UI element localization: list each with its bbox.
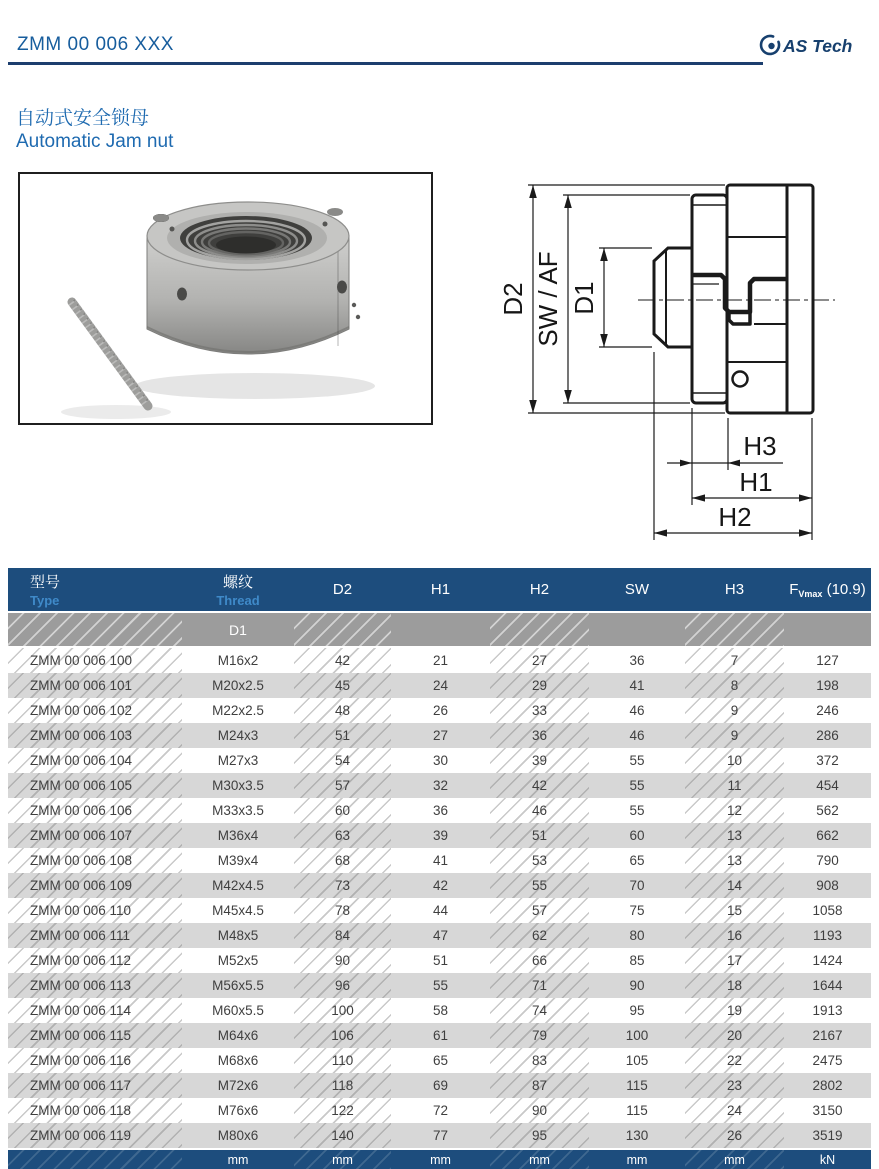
col-header-thread-zh: 螺纹 (222, 574, 253, 591)
cell-thread: M48x5 (182, 923, 294, 948)
cell-h2: 51 (490, 823, 589, 848)
subheader-h1 (391, 613, 490, 648)
cell-h1: 51 (391, 948, 490, 973)
cell-sw: 100 (589, 1023, 685, 1048)
cell-f: 1193 (784, 923, 871, 948)
subtitle-english: Automatic Jam nut (16, 131, 174, 152)
cell-sw: 46 (589, 698, 685, 723)
subheader-d2 (294, 613, 391, 648)
dim-label-h1: H1 (739, 467, 773, 497)
cell-d2: 118 (294, 1073, 391, 1098)
table-row (8, 1048, 871, 1073)
cell-thread: M20x2.5 (182, 673, 294, 698)
cell-h2: 42 (490, 773, 589, 798)
cell-sw: 55 (589, 773, 685, 798)
cell-thread: M24x3 (182, 723, 294, 748)
cell-thread: M42x4.5 (182, 873, 294, 898)
cell-d2: 51 (294, 723, 391, 748)
cell-thread: M39x4 (182, 848, 294, 873)
cell-h2: 83 (490, 1048, 589, 1073)
cell-f: 908 (784, 873, 871, 898)
table-row (8, 898, 871, 923)
cell-thread: M30x3.5 (182, 773, 294, 798)
cell-h1: 47 (391, 923, 490, 948)
cell-h2: 57 (490, 898, 589, 923)
cell-type: ZMM 00 006 100 (8, 648, 182, 673)
cell-h1: 24 (391, 673, 490, 698)
cell-f: 790 (784, 848, 871, 873)
cell-h1: 72 (391, 1098, 490, 1123)
cell-sw: 105 (589, 1048, 685, 1073)
table-subheader-row (8, 613, 871, 648)
cell-h2: 29 (490, 673, 589, 698)
cell-h1: 69 (391, 1073, 490, 1098)
cell-f: 2475 (784, 1048, 871, 1073)
cell-h1: 55 (391, 973, 490, 998)
cell-d2: 78 (294, 898, 391, 923)
dim-label-h2: H2 (718, 502, 752, 532)
table-row (8, 973, 871, 998)
cell-type: ZMM 00 006 103 (8, 723, 182, 748)
cell-thread: M52x5 (182, 948, 294, 973)
cell-d2: 42 (294, 648, 391, 673)
cell-f: 372 (784, 748, 871, 773)
cell-h2: 36 (490, 723, 589, 748)
cell-f: 454 (784, 773, 871, 798)
cell-h2: 79 (490, 1023, 589, 1048)
cell-f: 3519 (784, 1123, 871, 1148)
cell-h1: 21 (391, 648, 490, 673)
table-row (8, 648, 871, 673)
cell-sw: 75 (589, 898, 685, 923)
table-row (8, 698, 871, 723)
unit-h2: mm (490, 1148, 589, 1169)
cell-type: ZMM 00 006 113 (8, 973, 182, 998)
cell-h3: 9 (685, 698, 784, 723)
col-header-d2: D2 (294, 568, 391, 613)
cell-f: 562 (784, 798, 871, 823)
cell-h1: 39 (391, 823, 490, 848)
cell-h3: 24 (685, 1098, 784, 1123)
cell-sw: 115 (589, 1073, 685, 1098)
col-header-sw: SW (589, 568, 685, 613)
cell-d2: 90 (294, 948, 391, 973)
col-header-fvmax: $F_{Vmax}$ (10.9) (784, 568, 871, 613)
cell-h3: 7 (685, 648, 784, 673)
cell-f: 2167 (784, 1023, 871, 1048)
cell-thread: M22x2.5 (182, 698, 294, 723)
cell-f: 3150 (784, 1098, 871, 1123)
cell-h3: 16 (685, 923, 784, 948)
cell-h2: 87 (490, 1073, 589, 1098)
jam-nut-image (147, 202, 360, 354)
cell-sw: 95 (589, 998, 685, 1023)
cell-h1: 36 (391, 798, 490, 823)
cell-d2: 73 (294, 873, 391, 898)
table-units-row (8, 1148, 871, 1169)
cell-h2: 95 (490, 1123, 589, 1148)
astech-logo (756, 24, 866, 60)
table-row (8, 848, 871, 873)
cell-thread: M16x2 (182, 648, 294, 673)
cell-d2: 54 (294, 748, 391, 773)
dim-label-d2: D2 (498, 282, 528, 316)
subheader-type (8, 613, 182, 648)
cell-h1: 77 (391, 1123, 490, 1148)
cell-h3: 15 (685, 898, 784, 923)
col-header-h2: H2 (490, 568, 589, 613)
cell-type: ZMM 00 006 116 (8, 1048, 182, 1073)
cell-thread: M33x3.5 (182, 798, 294, 823)
table-row (8, 798, 871, 823)
cell-h2: 90 (490, 1098, 589, 1123)
cell-thread: M60x5.5 (182, 998, 294, 1023)
cell-h3: 10 (685, 748, 784, 773)
cell-h1: 65 (391, 1048, 490, 1073)
col-header-thread (182, 568, 294, 613)
subtitle-chinese: 自动式安全锁母 (16, 108, 150, 129)
cell-d2: 45 (294, 673, 391, 698)
cell-h3: 23 (685, 1073, 784, 1098)
table-row (8, 823, 871, 848)
cell-f: 2802 (784, 1073, 871, 1098)
cell-sw: 130 (589, 1123, 685, 1148)
cell-h3: 19 (685, 998, 784, 1023)
cell-type: ZMM 00 006 110 (8, 898, 182, 923)
cell-thread: M36x4 (182, 823, 294, 848)
cell-h2: 55 (490, 873, 589, 898)
dim-label-sw-af: SW / AF (533, 251, 563, 347)
cell-sw: 55 (589, 748, 685, 773)
cell-f: 127 (784, 648, 871, 673)
cell-sw: 80 (589, 923, 685, 948)
cell-f: 1058 (784, 898, 871, 923)
col-header-h1: H1 (391, 568, 490, 613)
subheader-h2 (490, 613, 589, 648)
product-photo-frame (18, 172, 433, 425)
cell-h3: 13 (685, 848, 784, 873)
cell-h3: 8 (685, 673, 784, 698)
cell-h2: 33 (490, 698, 589, 723)
technical-drawing (488, 162, 878, 552)
dim-label-h3: H3 (743, 431, 777, 461)
cell-thread: M72x6 (182, 1073, 294, 1098)
table-row (8, 873, 871, 898)
cell-type: ZMM 00 006 108 (8, 848, 182, 873)
cell-h1: 26 (391, 698, 490, 723)
cell-h3: 9 (685, 723, 784, 748)
unit-h3: mm (685, 1148, 784, 1169)
cell-type: ZMM 00 006 104 (8, 748, 182, 773)
unit-d2: mm (294, 1148, 391, 1169)
unit-type (8, 1148, 182, 1169)
table-row (8, 773, 871, 798)
table-row (8, 748, 871, 773)
cell-d2: 106 (294, 1023, 391, 1048)
cell-h1: 58 (391, 998, 490, 1023)
cell-h1: 27 (391, 723, 490, 748)
cell-sw: 36 (589, 648, 685, 673)
logo-circle-icon (761, 36, 779, 54)
drawing-geometry (528, 185, 835, 540)
subheader-f (784, 613, 871, 648)
cell-type: ZMM 00 006 112 (8, 948, 182, 973)
unit-thread: mm (182, 1148, 294, 1169)
cell-h3: 12 (685, 798, 784, 823)
cell-sw: 85 (589, 948, 685, 973)
cell-f: 662 (784, 823, 871, 848)
drain-hole (733, 372, 748, 387)
cell-h1: 41 (391, 848, 490, 873)
cell-f: 198 (784, 673, 871, 698)
cell-thread: M76x6 (182, 1098, 294, 1123)
threaded-rod-image (72, 300, 150, 406)
cell-type: ZMM 00 006 118 (8, 1098, 182, 1123)
cell-h3: 22 (685, 1048, 784, 1073)
cell-d2: 84 (294, 923, 391, 948)
cell-h2: 66 (490, 948, 589, 973)
cell-h3: 26 (685, 1123, 784, 1148)
subheader-sw (589, 613, 685, 648)
col-header-h3: H3 (685, 568, 784, 613)
title-divider (8, 62, 763, 65)
cell-f: 1424 (784, 948, 871, 973)
cell-d2: 63 (294, 823, 391, 848)
table-row (8, 1098, 871, 1123)
nut-shadow (135, 373, 375, 399)
page-title: ZMM 00 006 XXX (17, 34, 174, 55)
cell-thread: M56x5.5 (182, 973, 294, 998)
cell-f: 246 (784, 698, 871, 723)
cell-d2: 57 (294, 773, 391, 798)
cell-h3: 11 (685, 773, 784, 798)
cell-f: 1913 (784, 998, 871, 1023)
cell-h2: 74 (490, 998, 589, 1023)
cell-h2: 53 (490, 848, 589, 873)
cell-h1: 61 (391, 1023, 490, 1048)
table-row (8, 948, 871, 973)
spec-table (8, 568, 871, 1169)
cell-h2: 71 (490, 973, 589, 998)
col-header-type-zh: 型号 (30, 574, 61, 591)
cell-type: ZMM 00 006 119 (8, 1123, 182, 1148)
cell-d2: 60 (294, 798, 391, 823)
cell-type: ZMM 00 006 109 (8, 873, 182, 898)
cell-sw: 70 (589, 873, 685, 898)
cell-h1: 44 (391, 898, 490, 923)
cell-type: ZMM 00 006 111 (8, 923, 182, 948)
unit-f: kN (784, 1148, 871, 1169)
cell-type: ZMM 00 006 117 (8, 1073, 182, 1098)
cell-d2: 110 (294, 1048, 391, 1073)
cell-h2: 27 (490, 648, 589, 673)
cell-h2: 62 (490, 923, 589, 948)
cell-h3: 13 (685, 823, 784, 848)
table-row (8, 1073, 871, 1098)
cell-thread: M68x6 (182, 1048, 294, 1073)
cell-sw: 55 (589, 798, 685, 823)
table-row (8, 1123, 871, 1148)
unit-h1: mm (391, 1148, 490, 1169)
table-row (8, 673, 871, 698)
product-photo (20, 174, 431, 423)
table-row (8, 923, 871, 948)
cell-h3: 18 (685, 973, 784, 998)
cell-thread: M45x4.5 (182, 898, 294, 923)
cell-sw: 60 (589, 823, 685, 848)
cell-d2: 100 (294, 998, 391, 1023)
logo-text: AS Tech (783, 36, 853, 56)
col-header-type-en: Type (30, 593, 60, 608)
cell-d2: 48 (294, 698, 391, 723)
cell-h1: 32 (391, 773, 490, 798)
cell-h3: 17 (685, 948, 784, 973)
cell-h3: 14 (685, 873, 784, 898)
table-row (8, 1023, 871, 1048)
subheader-d1: D1 (182, 613, 294, 648)
cell-type: ZMM 00 006 115 (8, 1023, 182, 1048)
cell-type: ZMM 00 006 106 (8, 798, 182, 823)
col-header-type (8, 568, 182, 613)
table-header-row (8, 568, 871, 613)
cell-type: ZMM 00 006 101 (8, 673, 182, 698)
cell-d2: 96 (294, 973, 391, 998)
cell-h2: 39 (490, 748, 589, 773)
cell-d2: 68 (294, 848, 391, 873)
table-body (8, 648, 871, 1148)
rod-shadow (61, 405, 171, 419)
cell-sw: 41 (589, 673, 685, 698)
cell-f: 1644 (784, 973, 871, 998)
cell-sw: 115 (589, 1098, 685, 1123)
cell-h2: 46 (490, 798, 589, 823)
unit-sw: mm (589, 1148, 685, 1169)
col-header-thread-en: Thread (216, 593, 260, 608)
cell-h1: 42 (391, 873, 490, 898)
cell-type: ZMM 00 006 105 (8, 773, 182, 798)
subheader-h3 (685, 613, 784, 648)
cell-sw: 65 (589, 848, 685, 873)
cell-f: 286 (784, 723, 871, 748)
cell-sw: 90 (589, 973, 685, 998)
cell-thread: M27x3 (182, 748, 294, 773)
cell-sw: 46 (589, 723, 685, 748)
dim-label-d1: D1 (569, 281, 599, 315)
cell-h3: 20 (685, 1023, 784, 1048)
table-row (8, 723, 871, 748)
cell-type: ZMM 00 006 107 (8, 823, 182, 848)
cell-h1: 30 (391, 748, 490, 773)
table-row (8, 998, 871, 1023)
cell-type: ZMM 00 006 102 (8, 698, 182, 723)
cell-d2: 122 (294, 1098, 391, 1123)
cell-thread: M64x6 (182, 1023, 294, 1048)
cell-thread: M80x6 (182, 1123, 294, 1148)
cell-type: ZMM 00 006 114 (8, 998, 182, 1023)
cell-d2: 140 (294, 1123, 391, 1148)
